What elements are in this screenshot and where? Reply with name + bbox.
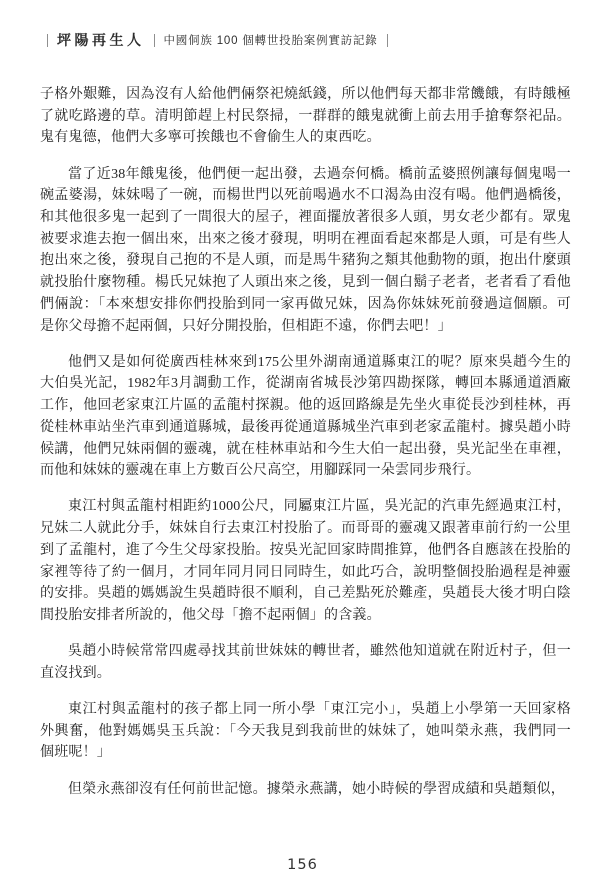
book-subtitle: 中國侗族 100 個轉世投胎案例實訪記錄 [163, 35, 378, 47]
header-divider [387, 34, 388, 47]
paragraph: 他們又是如何從廣西桂林來到175公里外湖南通道縣東江的呢？原來吳趙今生的大伯吳光記，1982年3月調動工作，從湖南省城長沙第四勘探隊，轉回本縣通道酒廠工作，他回老家東江片區的孟龍村探親。他的返回路線是先坐火車從長沙到桂林，再從桂林車站坐汽車到通道縣城，最後再從通道縣城坐汽車到老家孟龍村。據吳趙小時候講，他們兄妹兩個的靈魂，就在桂林車站和今生大伯一起出發，吳光記坐在車裡，而他和妹妹的靈魂在車上方數百公尺高空，用腳踩同一朵雲同步飛行。 [40, 354, 571, 479]
paragraph: 吳趙小時候常常四處尋找其前世妹妹的轉世者，雖然他知道就在附近村子，但一直沒找到。 [40, 644, 571, 681]
page-header [47, 30, 388, 50]
paragraph: 當了近38年餓鬼後，他們便一起出發，去過奈何橋。橋前孟婆照例讓每個鬼喝一碗孟婆湯，妹妹喝了一碗，而楊世門以死前喝過水不口渴為由沒有喝。他們過橋後，和其他很多鬼一起到了一間很大的屋子，裡面擺放著很多人頭，男女老少都有。眾鬼被要求進去抱一個出來，出來之後才發現，明明在裡面看起來都是人頭，可是有些人抱出來之後，發現自己抱的不是人頭，而是馬牛豬狗之類其他動物的頭，抱出什麼頭就投胎什麼物種。楊氏兄妹抱了人頭出來之後，見到一個白鬍子老者，老者看了看他們倆說：「本來想安排你們投胎到同一家再做兄妹，因為你妹妹死前發過這個願。可是你父母擔不起兩個，只好分開投胎，但相距不遠，你們去吧！」 [40, 166, 571, 334]
header-divider [154, 34, 155, 47]
paragraph: 東江村與孟龍村相距約1000公尺，同屬東江片區，吳光記的汽車先經過東江村，兄妹二人就此分手，妹妹自行去東江村投胎了。而哥哥的靈魂又跟著車前行約一公里到了孟龍村，進了今生父母家投胎。按吳光記回家時間推算，他們各自應該在投胎的家裡等待了約一個月，才同年同月同日同時生，如此巧合，說明整個投胎過程是神靈的安排。吳趙的媽媽說生吳趙時很不順利，自己差點死於難產，吳趙長大後才明白陰間投胎安排者所說的，他父母「擔不起兩個」的含義。 [40, 499, 571, 623]
page-number: 156 [287, 857, 318, 873]
page-footer [0, 856, 605, 874]
paragraph: 子格外艱難，因為沒有人給他們倆祭祀燒紙錢，所以他們每天都非常饑餓，有時餓極了就吃路邊的草。清明節趕上村民祭掃，一群群的餓鬼就衝上前去用手搶奪祭祀品。鬼有鬼德，他們大多寧可挨餓也不會偷生人的東西吃。 [40, 87, 571, 146]
header-divider [47, 34, 48, 47]
book-title: 坪陽再生人 [57, 34, 145, 49]
paragraph: 東江村與孟龍村的孩子都上同一所小學「東江完小」，吳趙上小學第一天回家格外興奮，他對媽媽吳玉兵說：「今天我見到我前世的妹妹了，她叫榮永燕，我們同一個班呢！」 [40, 702, 571, 761]
paragraph: 但榮永燕卻沒有任何前世記憶。據榮永燕講，她小時候的學習成績和吳趙類似， [68, 781, 565, 797]
page-text [40, 84, 571, 800]
